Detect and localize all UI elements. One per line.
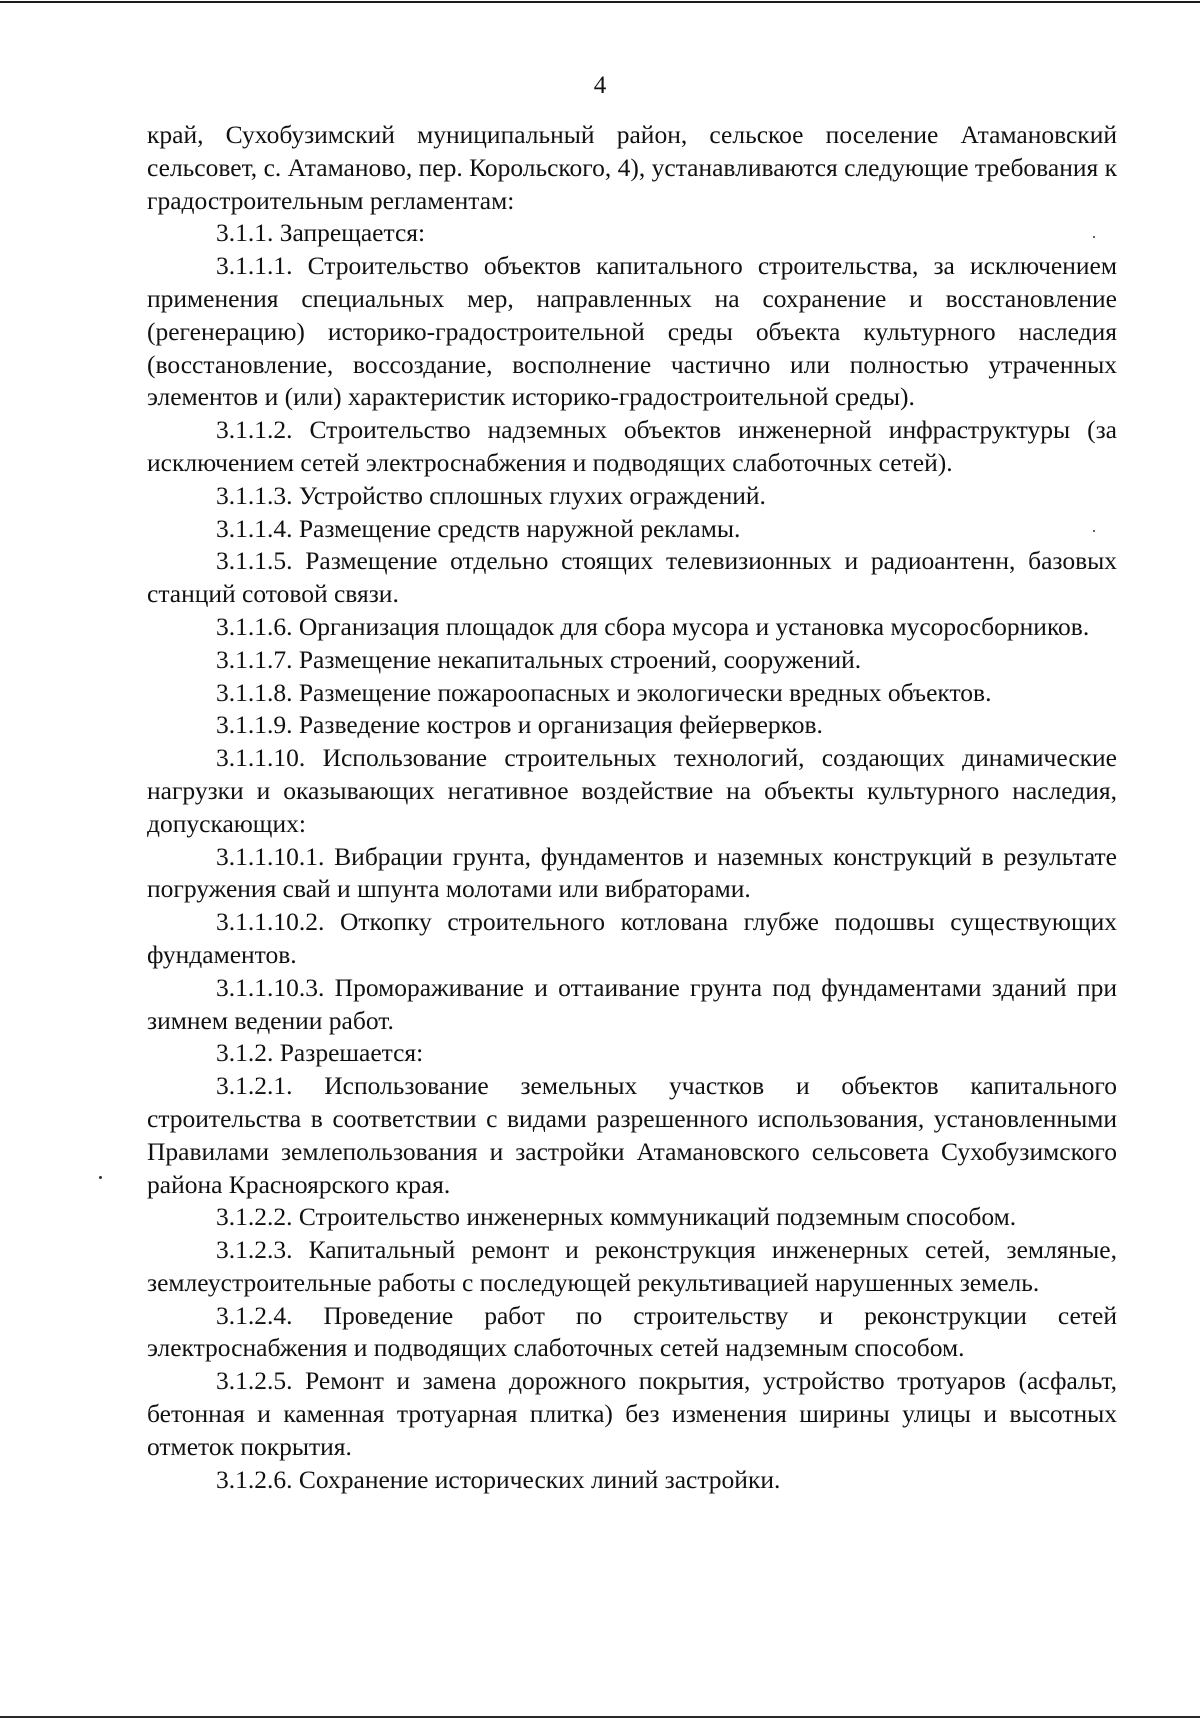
document-body xyxy=(147,119,1117,1496)
scan-edge-bottom xyxy=(0,1716,1200,1718)
paragraph-3-1-1-3: 3.1.1.3. Устройство сплошных глухих ограждений. xyxy=(216,480,766,510)
paragraph-3-1-1-6: 3.1.1.6. Организация площадок для сбора мусора и установка мусоросборников. xyxy=(216,611,1090,641)
paragraph-3-1-2-2: 3.1.2.2. Строительство инженерных коммуникаций подземным способом. xyxy=(216,1202,1017,1232)
paragraph-3-1-1-9: 3.1.1.9. Разведение костров и организация фейерверков. xyxy=(216,710,823,740)
paragraph-3-1-1-5: 3.1.1.5. Размещение отдельно стоящих телевизионных и радиоантенн, базовых станций сотовой связи. xyxy=(147,546,1117,609)
paragraph-continuation: край, Сухобузимский муниципальный район, сельское поселение Атамановский сельсовет, с. Атаманово, пер. Корольского, 4), устанавливаются следующие требования к градостроительным регламентам: xyxy=(147,120,1117,215)
paragraph-3-1-1-1: 3.1.1.1. Строительство объектов капитального строительства, за исключением применения специальных мер, направленных на сохранение и восстановление (регенерацию) историко-градостроительной среды объекта культурного наследия (восстановление, воссоздание, восполнение частично или полностью утраченных элементов и (или) характеристик историко-градостроительной среды). xyxy=(147,251,1117,412)
scan-speck xyxy=(1093,530,1095,532)
page-number: 4 xyxy=(593,72,607,99)
paragraph-3-1-2-4: 3.1.2.4. Проведение работ по строительству и реконструкции сетей электроснабжения и подводящих слаботочных сетей надземным способом. xyxy=(147,1300,1117,1363)
paragraph-3-1-1-10-1: 3.1.1.10.1. Вибрации грунта, фундаментов и наземных конструкций в результате погружения свай и шпунта молотами или вибраторами. xyxy=(147,841,1117,904)
paragraph-3-1-2-5: 3.1.2.5. Ремонт и замена дорожного покрытия, устройство тротуаров (асфальт, бетонная и каменная тротуарная плитка) без изменения ширины улицы и высотных отметок покрытия. xyxy=(147,1366,1117,1461)
paragraph-3-1-1-2: 3.1.1.2. Строительство надземных объектов инженерной инфраструктуры (за исключением сетей электроснабжения и подводящих слаботочных сетей). xyxy=(147,415,1117,477)
paragraph-3-1-1-10: 3.1.1.10. Использование строительных технологий, создающих динамические нагрузки и оказывающих негативное воздействие на объекты культурного наследия, допускающих: xyxy=(147,743,1117,838)
paragraph-3-1-2-3: 3.1.2.3. Капитальный ремонт и реконструкция инженерных сетей, земляные, землеустроительные работы с последующей рекультивацией нарушенных земель. xyxy=(147,1235,1117,1297)
scan-edge-top xyxy=(0,1,1200,3)
paragraph-3-1-2-1: 3.1.2.1. Использование земельных участков и объектов капитального строительства в соответствии с видами разрешенного использования, установленными Правилами землепользования и застройки Атамановского сельсовета Сухобузимского района Красноярского края. xyxy=(147,1071,1117,1199)
scan-speck xyxy=(99,1176,102,1179)
paragraph-3-1-1-10-2: 3.1.1.10.2. Откопку строительного котлована глубже подошвы существующих фундаментов. xyxy=(147,907,1117,969)
paragraph-3-1-1-7: 3.1.1.7. Размещение некапитальных строений, сооружений. xyxy=(216,644,862,674)
paragraph-3-1-1-10-3: 3.1.1.10.3. Промораживание и оттаивание грунта под фундаментами зданий при зимнем ведении работ. xyxy=(147,972,1117,1035)
scan-speck xyxy=(1093,236,1095,238)
paragraph-3-1-1-4: 3.1.1.4. Размещение средств наружной рекламы. xyxy=(216,513,741,543)
paragraph-3-1-1: 3.1.1. Запрещается: xyxy=(216,218,426,248)
paragraph-3-1-1-8: 3.1.1.8. Размещение пожароопасных и экологически вредных объектов. xyxy=(216,677,992,707)
paragraph-3-1-2-6: 3.1.2.6. Сохранение исторических линий застройки. xyxy=(216,1464,781,1494)
paragraph-3-1-2: 3.1.2. Разрешается: xyxy=(216,1038,424,1068)
